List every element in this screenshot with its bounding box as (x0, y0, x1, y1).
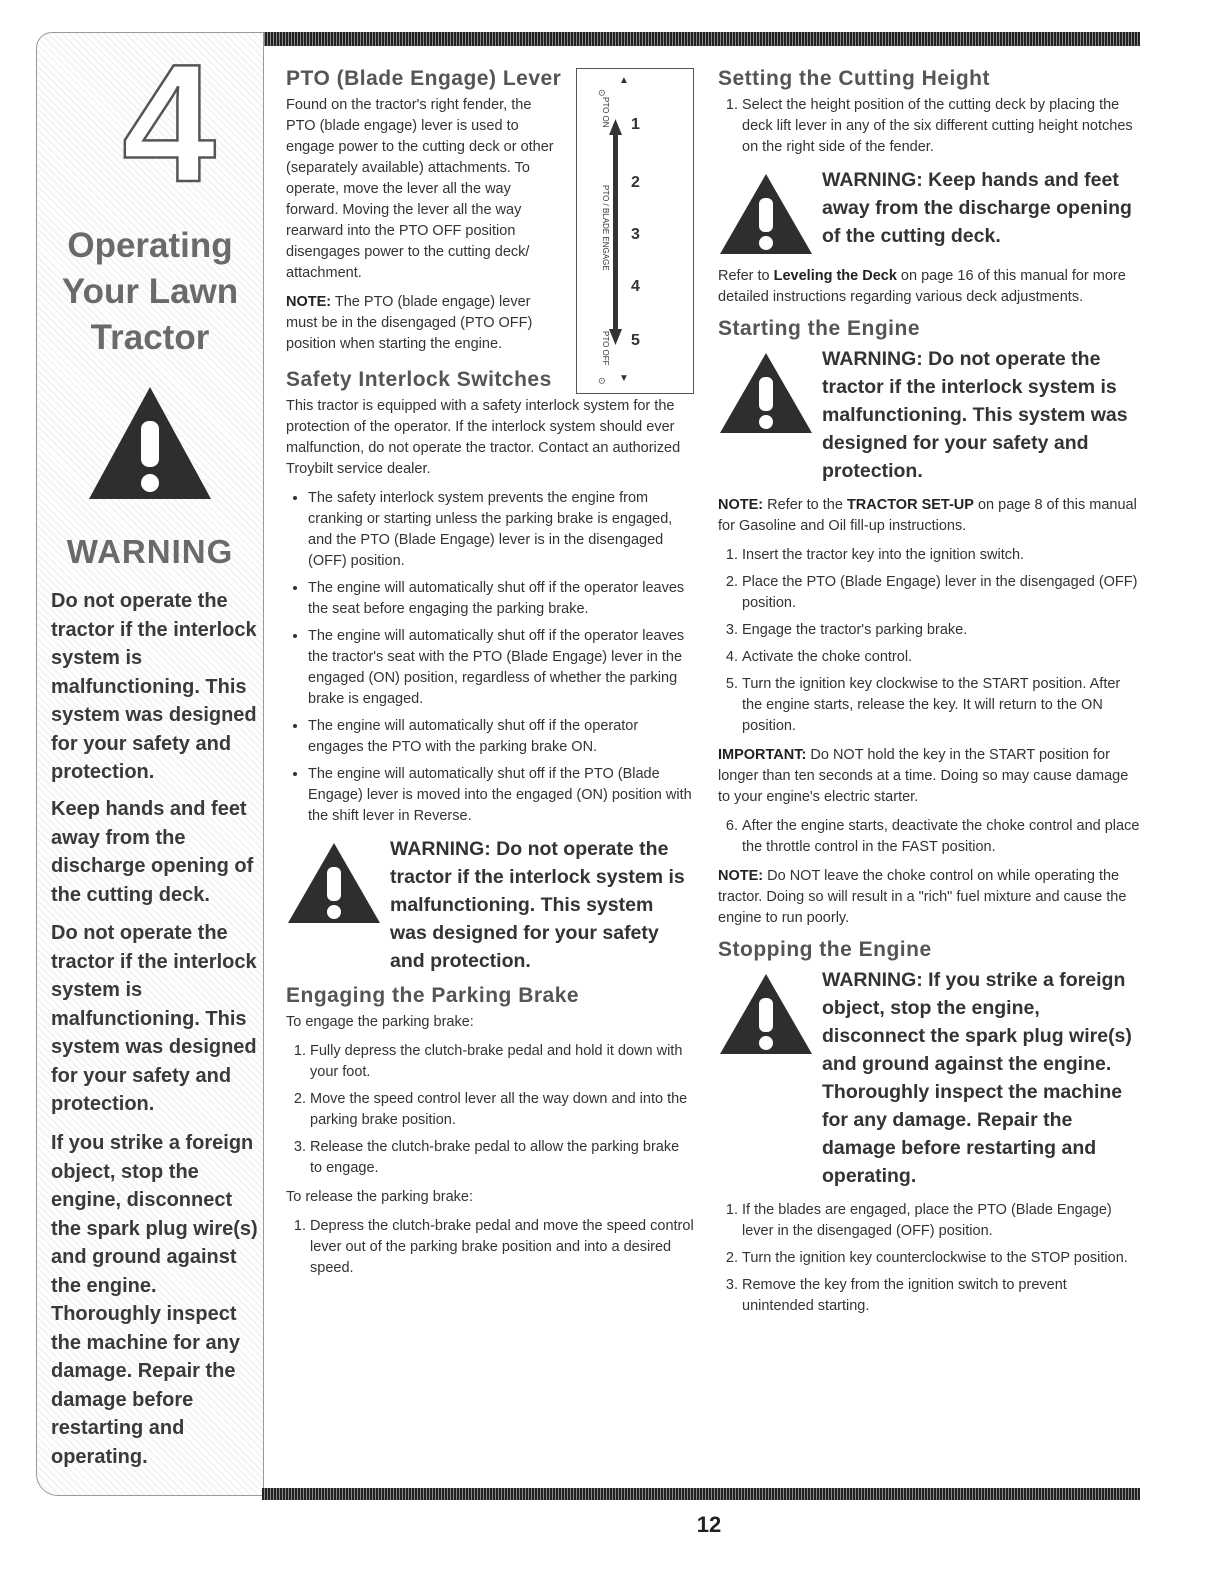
warning-text: WARNING: Keep hands and feet away from the discharge opening of the cutting deck. (822, 169, 1132, 247)
pto-notch-1: 1 (631, 116, 640, 133)
stopping-steps (718, 1200, 1142, 1317)
starting-note-1 (718, 495, 1142, 537)
interlock-heading: Safety Interlock Switches (286, 368, 552, 391)
chapter-title-line: Tractor (90, 318, 210, 357)
starting-steps-b (718, 816, 1142, 858)
sidebar-warning-heading: WARNING (66, 533, 234, 570)
pto-notch-4: 4 (631, 278, 640, 295)
bottom-rule (262, 1488, 1140, 1500)
note-text: Do NOT leave the choke control on while operating the tractor. Doing so will result in a "rich" fuel mixture and cause the engine to run poorly. (718, 868, 1127, 926)
note-post: on page 8 of this manual for Gasoline and Oil fill-up instructions. (718, 497, 1137, 534)
list-item: 1. Select the height position of the cutting deck by placing the deck lift lever in any of the six different cutting height notches on the right side of the fender. (742, 95, 1142, 158)
refer-bold: Leveling the Deck (773, 268, 897, 284)
note-label: NOTE: (718, 497, 764, 513)
note-bold: TRACTOR SET-UP (846, 497, 974, 513)
page-number: 12 (696, 1512, 722, 1537)
parking-release-steps (286, 1216, 694, 1279)
note-label: NOTE: (286, 294, 332, 310)
list-item: 1. Fully depress the clutch-brake pedal and hold it down with your foot. (310, 1041, 694, 1083)
svg-text:▼: ▼ (619, 373, 629, 384)
pto-body: Found on the tractor's right fender, the PTO (blade engage) lever is used to engage power to the cutting deck or other (separately available) attachments. To operate, move the lever all the way forward. Moving the lever all the way rearward into the PTO OFF position disengages power to the cutting deck/ attachment. (286, 97, 554, 281)
list-item: 1. Insert the tractor key into the ignition switch. (742, 545, 1142, 566)
interlock-warning (286, 835, 694, 975)
interlock-intro: This tractor is equipped with a safety interlock system for the protection of the operator. If the interlock system should ever malfunction, do not operate the tractor. Contact an authorized Troybilt service dealer. (286, 398, 681, 477)
refer-post: on page 16 of this manual for more detailed instructions regarding various deck adjustments. (718, 268, 1126, 305)
pto-on-label: PTO ON (601, 97, 610, 128)
top-rule (262, 32, 1140, 46)
list-item: 6. After the engine starts, deactivate the choke control and place the throttle control in the FAST position. (742, 816, 1142, 858)
pto-off-label: PTO OFF (601, 331, 610, 366)
starting-warning (718, 345, 1142, 485)
list-item: • The engine will automatically shut off if the operator engages the PTO with the parking brake ON. (308, 716, 694, 758)
parking-engage-intro: To engage the parking brake: (286, 1014, 474, 1030)
list-item: 3. Engage the tractor's parking brake. (742, 620, 1142, 641)
sidebar-warning-paragraph: Do not operate the tractor if the interlock system is malfunctioning. This system was designed for your safety and protection. (51, 922, 257, 1115)
starting-steps-a (718, 545, 1142, 737)
cutting-steps (718, 95, 1142, 158)
pto-note-text: The PTO (blade engage) lever must be in the disengaged (PTO OFF) position when starting the engine. (286, 294, 533, 352)
list-item: 2. Place the PTO (Blade Engage) lever in the disengaged (OFF) position. (742, 572, 1142, 614)
pto-heading: PTO (Blade Engage) Lever (286, 67, 562, 90)
cutting-warning (718, 166, 1142, 256)
list-item: 3. Remove the key from the ignition switch to prevent unintended starting. (742, 1275, 1142, 1317)
note-label: NOTE: (718, 868, 764, 884)
list-item: 1. If the blades are engaged, place the PTO (Blade Engage) lever in the disengaged (OFF) position. (742, 1200, 1142, 1242)
svg-text:⊙: ⊙ (597, 377, 607, 385)
pto-blade-engage-label: PTO / BLADE ENGAGE (601, 185, 610, 271)
svg-text:⊙: ⊙ (597, 89, 607, 97)
pto-notch-5: 5 (631, 332, 640, 349)
sidebar-warning-paragraph: Keep hands and feet away from the discharge opening of the cutting deck. (51, 798, 254, 906)
warning-text: WARNING: Do not operate the tractor if the interlock system is malfunctioning. This system was designed for your safety and protection. (390, 838, 685, 972)
sidebar-warning-paragraph: Do not operate the tractor if the interlock system is malfunctioning. This system was designed for your safety and protection. (51, 590, 257, 783)
list-item: 2. Move the speed control lever all the way down and into the parking brake position. (310, 1089, 694, 1131)
pto-notch-3: 3 (631, 226, 640, 243)
cutting-heading: Setting the Cutting Height (718, 67, 990, 90)
warning-triangle-icon (85, 383, 215, 503)
pto-note (286, 292, 564, 355)
svg-text:▲: ▲ (619, 75, 629, 86)
refer-pre: Refer to (718, 268, 774, 284)
starting-note-2 (718, 866, 1142, 929)
warning-triangle-icon (718, 172, 814, 256)
parking-engage-steps (286, 1041, 694, 1179)
warning-triangle-icon (718, 351, 814, 435)
stopping-warning (718, 966, 1142, 1190)
list-item: 2. Turn the ignition key counterclockwise to the STOP position. (742, 1248, 1142, 1269)
chapter-number (115, 53, 223, 203)
list-item: 3. Release the clutch-brake pedal to allow the parking brake to engage. (310, 1137, 694, 1179)
chapter-sidebar (36, 32, 264, 1496)
list-item: • The engine will automatically shut off if the operator leaves the seat before engaging the parking brake. (308, 578, 694, 620)
parking-release-intro: To release the parking brake: (286, 1189, 473, 1205)
warning-text: WARNING: If you strike a foreign object, stop the engine, disconnect the spark plug wire(s) and ground against the engine. Thoroughly inspect the machine for any damage. Repair the damage before restarting and operating. (822, 969, 1132, 1187)
interlock-bullets (286, 488, 694, 827)
chapter-title-line: Operating (67, 226, 233, 265)
list-item: 5. Turn the ignition key clockwise to the START position. After the engine starts, release the key. It will return to the ON position. (742, 674, 1142, 737)
parking-heading: Engaging the Parking Brake (286, 984, 580, 1007)
chapter-number-text: 4 (122, 53, 216, 203)
stopping-heading: Stopping the Engine (718, 938, 932, 961)
list-item: 4. Activate the choke control. (742, 647, 1142, 668)
content-column-left (286, 68, 694, 1287)
important-label: IMPORTANT: (718, 747, 807, 763)
warning-triangle-icon (718, 972, 814, 1056)
starting-heading: Starting the Engine (718, 317, 921, 340)
content-column-right (718, 68, 1142, 1325)
sidebar-warning-paragraph: If you strike a foreign object, stop the engine, disconnect the spark plug wire(s) and ground against the engine. Thoroughly inspect the machine for any damage. Repair the damage before restarting and operating. (51, 1132, 258, 1468)
list-item: • The safety interlock system prevents the engine from cranking or starting unless the parking brake is engaged, and the PTO (Blade Engage) lever is in the disengaged (OFF) position. (308, 488, 694, 572)
cutting-refer (718, 266, 1142, 308)
important-text: Do NOT hold the key in the START position for longer than ten seconds at a time. Doing so may cause damage to your engine's electric starter. (718, 747, 1129, 805)
warning-triangle-icon (286, 841, 382, 925)
list-item: • The engine will automatically shut off if the PTO (Blade Engage) lever is moved into the engaged (ON) position with the shift lever in Reverse. (308, 764, 694, 827)
list-item: 1. Depress the clutch-brake pedal and move the speed control lever out of the parking brake position and into a desired speed. (310, 1216, 694, 1279)
note-pre: Refer to the (767, 497, 847, 513)
warning-text: WARNING: Do not operate the tractor if the interlock system is malfunctioning. This system was designed for your safety and protection. (822, 348, 1128, 482)
list-item: • The engine will automatically shut off if the operator leaves the tractor's seat with the PTO (Blade Engage) lever in the engaged (ON) position, regardless of whether the parking brake is engaged. (308, 626, 694, 710)
pto-notch-2: 2 (631, 174, 640, 191)
chapter-title-line: Your Lawn (61, 272, 239, 311)
starting-important (718, 745, 1142, 808)
chapter-title (37, 223, 263, 361)
